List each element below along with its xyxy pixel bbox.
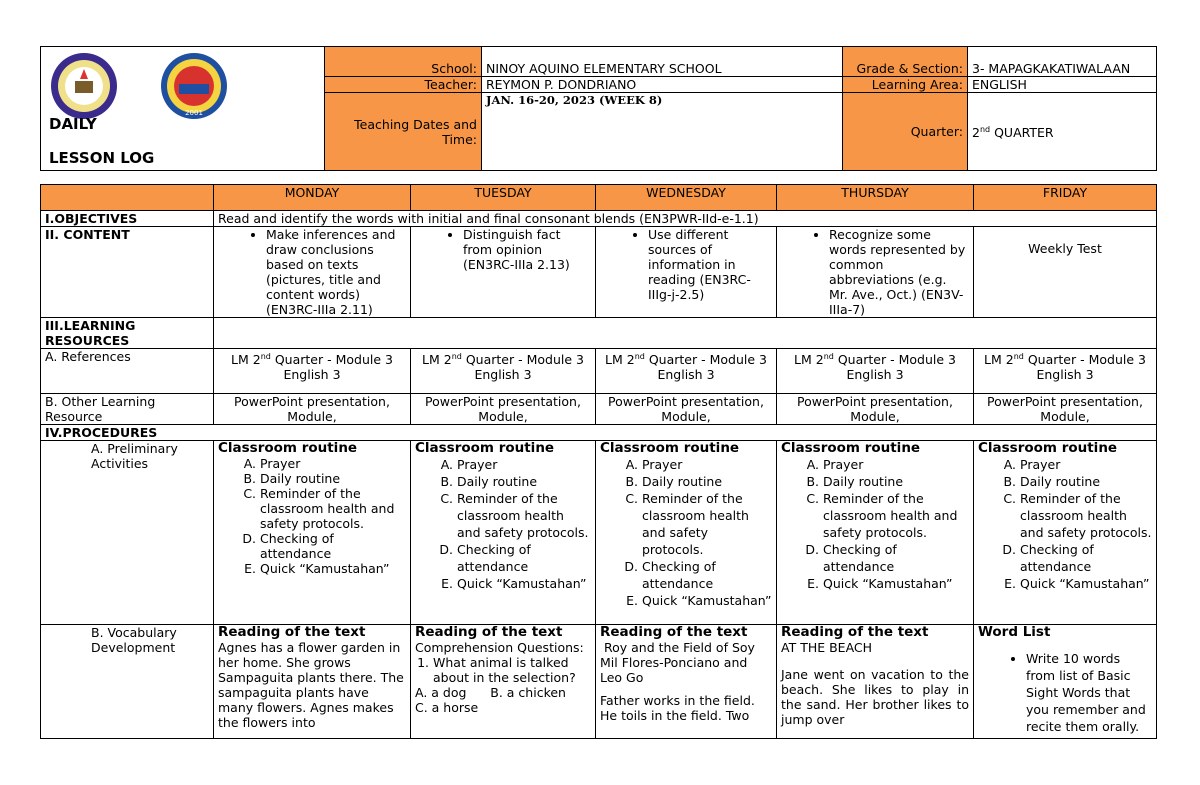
routine-title: Classroom routine (978, 440, 1118, 456)
routine-item: C. Reminder of the classroom health and safety protocols. (1020, 490, 1152, 541)
vocab-monday-text: Agnes has a flower garden in her home. She grows Sampaguita plants there. The sampaguita plants have many flowers. Agnes makes the flowers into (218, 640, 404, 730)
day-wednesday: WEDNESDAY (596, 185, 777, 211)
ref-line2: English 3 (474, 367, 532, 383)
prelim-tuesday (411, 441, 596, 625)
quarter-sup: nd (979, 125, 991, 135)
vocab-tuesday-choices: A. a dog B. a chicken (415, 685, 566, 700)
teacher-value: REYMON P. DONDRIANO (482, 77, 843, 93)
division-seal-year: 2001 (185, 109, 203, 117)
content-monday (214, 227, 411, 318)
routine-item: A. Prayer (260, 456, 406, 471)
preliminary-row (41, 441, 1157, 625)
objectives-label: I.OBJECTIVES (41, 211, 214, 227)
routine-item: C. Reminder of the classroom health and safety protocols. (642, 490, 772, 558)
content-tuesday (411, 227, 596, 318)
grade-value: 3- MAPAGKAKATIWALAAN (968, 47, 1157, 77)
vocab-thursday-sub: AT THE BEACH (781, 640, 873, 655)
routine-item: A. Prayer (823, 456, 969, 473)
routine-title: Classroom routine (600, 440, 740, 456)
days-row (41, 185, 1157, 211)
vocab-thursday-text: Jane went on vacation to the beach. She likes to play in the sand. Her brother likes to jump over (781, 667, 969, 727)
vocab-tuesday (411, 625, 596, 739)
content-row (41, 227, 1157, 318)
ref-thursday (777, 349, 974, 394)
content-label: II. CONTENT (41, 227, 214, 318)
other-resources-label: B. Other Learning Resource (41, 394, 214, 425)
routine-item: E. Quick “Kamustahan” (260, 561, 406, 576)
objectives-row (41, 211, 1157, 227)
references-row (41, 349, 1157, 394)
school-label: School: (325, 47, 482, 77)
resources-empty (214, 318, 1157, 349)
ref-friday (974, 349, 1157, 394)
ref-monday (214, 349, 411, 394)
routine-item: E. Quick “Kamustahan” (823, 575, 969, 592)
title-lesson-log: LESSON LOG (49, 149, 155, 167)
routine-item: D. Checking of attendance (642, 558, 772, 592)
school-value: NINOY AQUINO ELEMENTARY SCHOOL (482, 47, 843, 77)
area-label: Learning Area: (843, 77, 968, 93)
word-list-title: Word List (978, 624, 1051, 640)
routine-item: B. Daily routine (823, 473, 969, 490)
routine-item: C. Reminder of the classroom health and safety protocols. (260, 486, 406, 531)
routine-item: E. Quick “Kamustahan” (1020, 575, 1152, 592)
procedures-label: IV.PROCEDURES (41, 425, 1157, 441)
ref-rest: Quarter - Module 3 (1023, 352, 1146, 368)
procedures-row (41, 425, 1157, 441)
teacher-label: Teacher: (325, 77, 482, 93)
dates-value: JAN. 16-20, 2023 (WEEK 8) (482, 93, 843, 171)
content-tuesday-item: • Distinguish fact from opinion (EN3RC-IIIa 2.13) (463, 227, 591, 272)
vocab-wednesday-title: Roy and the Field of Soy (600, 640, 755, 655)
routine-item: C. Reminder of the classroom health and safety protocols. (457, 490, 591, 541)
vocabulary-label: B. Vocabulary Development (41, 625, 214, 739)
routine-item: A. Prayer (1020, 456, 1152, 473)
ref-rest: Quarter - Module 3 (644, 352, 767, 368)
lesson-table (40, 184, 1157, 739)
prelim-monday (214, 441, 411, 625)
day-friday: FRIDAY (974, 185, 1157, 211)
content-friday: Weekly Test (974, 227, 1157, 318)
other-wednesday: PowerPoint presentation, Module, (596, 394, 777, 425)
reading-title: Reading of the text (781, 624, 929, 640)
vocab-tuesday-q1: 1. What animal is talked about in the selection? (433, 655, 591, 685)
routine-item: E. Quick “Kamustahan” (457, 575, 591, 592)
content-wednesday (596, 227, 777, 318)
other-monday: PowerPoint presentation, Module, (214, 394, 411, 425)
ref-line2: English 3 (1036, 367, 1094, 383)
vocab-tuesday-choice-c: C. a horse (415, 700, 479, 715)
quarter-value (968, 93, 1157, 171)
objectives-text: Read and identify the words with initial and final consonant blends (EN3PWR-IId-e-1.1) (214, 211, 1157, 227)
days-corner (41, 185, 214, 211)
resources-row (41, 318, 1157, 349)
ref-sup: nd (451, 352, 462, 361)
vocab-thursday (777, 625, 974, 739)
title-daily: DAILY (49, 115, 97, 133)
reading-title: Reading of the text (218, 624, 366, 640)
ref-lm: LM 2 (231, 352, 261, 368)
routine-item: A. Prayer (642, 456, 772, 473)
prelim-wednesday (596, 441, 777, 625)
ref-line2: English 3 (657, 367, 715, 383)
preliminary-label: A. Preliminary Activities (41, 441, 214, 625)
routine-item: B. Daily routine (457, 473, 591, 490)
routine-item: B. Daily routine (1020, 473, 1152, 490)
reading-title: Reading of the text (415, 624, 563, 640)
grade-label: Grade & Section: (843, 47, 968, 77)
ref-wednesday (596, 349, 777, 394)
ref-sup: nd (823, 352, 834, 361)
ref-line2: English 3 (846, 367, 904, 383)
routine-title: Classroom routine (781, 440, 921, 456)
content-thursday (777, 227, 974, 318)
other-thursday: PowerPoint presentation, Module, (777, 394, 974, 425)
routine-title: Classroom routine (415, 440, 555, 456)
content-wednesday-item: • Use different sources of information in reading (EN3RC-IIIg-j-2.5) (648, 227, 772, 302)
prelim-thursday (777, 441, 974, 625)
day-thursday: THURSDAY (777, 185, 974, 211)
other-tuesday: PowerPoint presentation, Module, (411, 394, 596, 425)
routine-item: D. Checking of attendance (1020, 541, 1152, 575)
quarter-label: Quarter: (843, 93, 968, 171)
prelim-friday (974, 441, 1157, 625)
routine-item: B. Daily routine (642, 473, 772, 490)
routine-item: C. Reminder of the classroom health and safety protocols. (823, 490, 969, 541)
vocab-friday (974, 625, 1157, 739)
header-table (40, 46, 1157, 171)
logo-title-cell (41, 47, 325, 171)
other-friday: PowerPoint presentation, Module, (974, 394, 1157, 425)
ref-rest: Quarter - Module 3 (461, 352, 584, 368)
day-monday: MONDAY (214, 185, 411, 211)
ref-line2: English 3 (283, 367, 341, 383)
reading-title: Reading of the text (600, 624, 748, 640)
routine-item: A. Prayer (457, 456, 591, 473)
ref-lm: LM 2 (984, 352, 1014, 368)
ref-rest: Quarter - Module 3 (833, 352, 956, 368)
dates-label: Teaching Dates and Time: (325, 93, 482, 171)
resources-label: III.LEARNING RESOURCES (41, 318, 214, 349)
vocab-wednesday-author: Mil Flores-Ponciano and Leo Go (600, 655, 748, 685)
other-resources-row (41, 394, 1157, 425)
vocab-tuesday-sub: Comprehension Questions: (415, 640, 584, 655)
vocab-wednesday-text: Father works in the field. He toils in the field. Two (600, 693, 755, 723)
ref-lm: LM 2 (422, 352, 452, 368)
ref-rest: Quarter - Module 3 (270, 352, 393, 368)
references-label: A. References (41, 349, 214, 394)
area-value: ENGLISH (968, 77, 1157, 93)
content-monday-item: • Make inferences and draw conclusions based on texts (pictures, title and content words) (EN3RC-IIIa 2.11) (266, 227, 406, 317)
routine-item: D. Checking of attendance (260, 531, 406, 561)
vocabulary-row (41, 625, 1157, 739)
routine-item: D. Checking of attendance (457, 541, 591, 575)
routine-item: B. Daily routine (260, 471, 406, 486)
word-list-item: • Write 10 words from list of Basic Sight Words that you remember and recite them orally. (1026, 650, 1152, 735)
quarter-num: 2 (972, 125, 980, 141)
content-thursday-item: • Recognize some words represented by common abbreviations (e.g. Mr. Ave., Oct.) (EN3V-IIIa-7) (829, 227, 969, 317)
ref-sup: nd (1013, 352, 1024, 361)
routine-item: D. Checking of attendance (823, 541, 969, 575)
routine-item: E. Quick “Kamustahan” (642, 592, 772, 609)
vocab-wednesday (596, 625, 777, 739)
division-seal-icon (159, 51, 229, 121)
routine-title: Classroom routine (218, 440, 358, 456)
ref-lm: LM 2 (794, 352, 824, 368)
ref-sup: nd (260, 352, 271, 361)
ref-lm: LM 2 (605, 352, 635, 368)
ref-sup: nd (634, 352, 645, 361)
day-tuesday: TUESDAY (411, 185, 596, 211)
ref-tuesday (411, 349, 596, 394)
deped-seal-icon (49, 51, 119, 121)
quarter-rest: QUARTER (990, 125, 1054, 141)
vocab-monday (214, 625, 411, 739)
